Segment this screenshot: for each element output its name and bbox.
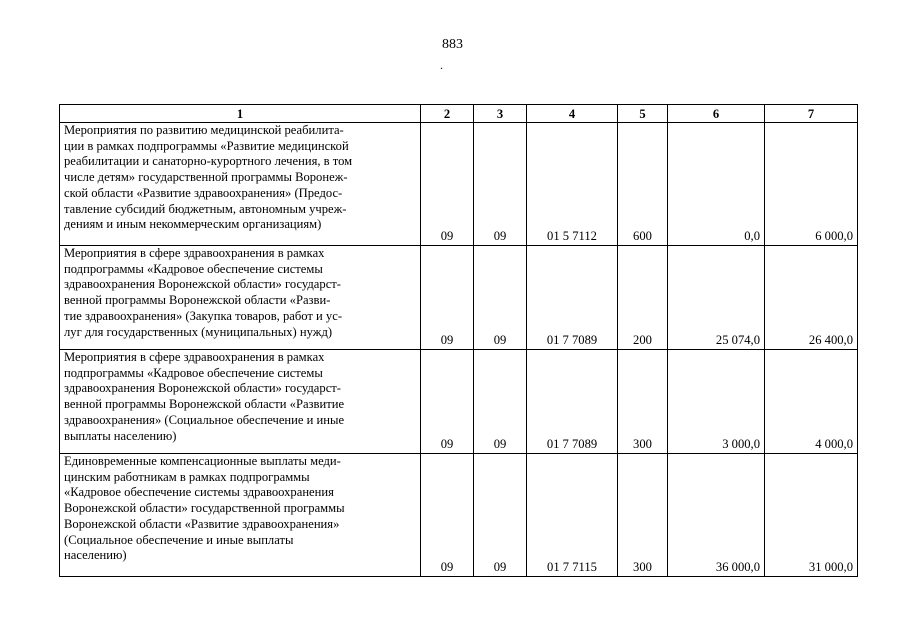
row-description bbox=[60, 350, 421, 454]
description-line: луг для государственных (муниципальных) нужд) bbox=[64, 324, 333, 339]
subsection-code: 09 bbox=[474, 454, 527, 577]
header-col-2: 2 bbox=[421, 105, 474, 123]
budget-table bbox=[59, 104, 858, 577]
table-row bbox=[60, 454, 858, 577]
header-col-5: 5 bbox=[618, 105, 668, 123]
description-line: подпрограммы «Кадровое обеспечение системы bbox=[64, 261, 323, 276]
amount-col-6: 0,0 bbox=[668, 123, 765, 246]
page-mark: . bbox=[440, 58, 443, 72]
amount-col-7: 31 000,0 bbox=[765, 454, 858, 577]
amount-col-6: 3 000,0 bbox=[668, 350, 765, 454]
header-col-6: 6 bbox=[668, 105, 765, 123]
subsection-code: 09 bbox=[474, 123, 527, 246]
description-line: выплаты населению) bbox=[64, 428, 177, 443]
expense-type-code: 300 bbox=[618, 350, 668, 454]
header-col-4: 4 bbox=[527, 105, 618, 123]
description-line: ции в рамках подпрограммы «Развитие медицинской bbox=[64, 138, 349, 153]
description-line: цинским работникам в рамках подпрограммы bbox=[64, 469, 310, 484]
description-line: дениям и иным некоммерческим организациям) bbox=[64, 217, 322, 232]
description-line: подпрограммы «Кадровое обеспечение системы bbox=[64, 365, 323, 380]
description-line: венной программы Воронежской области «Разви- bbox=[64, 293, 331, 308]
description-line: числе детям» государственной программы Воронеж- bbox=[64, 170, 348, 185]
description-line: ской области «Развитие здравоохранения» (Предос- bbox=[64, 185, 343, 200]
description-line: здравоохранения Воронежской области» государст- bbox=[64, 277, 341, 292]
description-line: венной программы Воронежской области «Развитие bbox=[64, 397, 345, 412]
table-row bbox=[60, 350, 858, 454]
description-line: (Социальное обеспечение и иные выплаты bbox=[64, 532, 294, 547]
header-col-7: 7 bbox=[765, 105, 858, 123]
description-line: Единовременные компенсационные выплаты меди- bbox=[64, 454, 341, 468]
amount-col-6: 36 000,0 bbox=[668, 454, 765, 577]
description-line: Мероприятия в сфере здравоохранения в рамках bbox=[64, 350, 325, 364]
amount-col-7: 4 000,0 bbox=[765, 350, 858, 454]
description-line: Воронежской области» государственной программы bbox=[64, 501, 345, 516]
expense-type-code: 300 bbox=[618, 454, 668, 577]
target-article-code: 01 7 7089 bbox=[527, 246, 618, 350]
description-line: Мероприятия по развитию медицинской реабилита- bbox=[64, 123, 344, 137]
amount-col-6: 25 074,0 bbox=[668, 246, 765, 350]
row-description bbox=[60, 246, 421, 350]
description-line: здравоохранения Воронежской области» государст- bbox=[64, 381, 341, 396]
expense-type-code: 200 bbox=[618, 246, 668, 350]
target-article-code: 01 7 7089 bbox=[527, 350, 618, 454]
subsection-code: 09 bbox=[474, 350, 527, 454]
section-code: 09 bbox=[421, 123, 474, 246]
description-line: реабилитации и санаторно-курортного лечения, в том bbox=[64, 154, 353, 169]
header-row bbox=[60, 105, 858, 123]
page-number: 883 bbox=[442, 37, 463, 52]
description-line: тие здравоохранения» (Закупка товаров, работ и ус- bbox=[64, 308, 343, 323]
subsection-code: 09 bbox=[474, 246, 527, 350]
expense-type-code: 600 bbox=[618, 123, 668, 246]
amount-col-7: 6 000,0 bbox=[765, 123, 858, 246]
target-article-code: 01 7 7115 bbox=[527, 454, 618, 577]
description-line: Воронежской области «Развитие здравоохранения» bbox=[64, 516, 340, 531]
description-line: «Кадровое обеспечение системы здравоохранения bbox=[64, 485, 334, 500]
section-code: 09 bbox=[421, 246, 474, 350]
table-row bbox=[60, 123, 858, 246]
section-code: 09 bbox=[421, 350, 474, 454]
description-line: тавление субсидий бюджетным, автономным учреж- bbox=[64, 201, 347, 216]
amount-col-7: 26 400,0 bbox=[765, 246, 858, 350]
description-line: здравоохранения» (Социальное обеспечение и иные bbox=[64, 412, 345, 427]
row-description bbox=[60, 123, 421, 246]
description-line: Мероприятия в сфере здравоохранения в рамках bbox=[64, 246, 325, 260]
header-col-3: 3 bbox=[474, 105, 527, 123]
row-description bbox=[60, 454, 421, 577]
section-code: 09 bbox=[421, 454, 474, 577]
table-row bbox=[60, 246, 858, 350]
target-article-code: 01 5 7112 bbox=[527, 123, 618, 246]
header-col-1: 1 bbox=[60, 105, 421, 123]
description-line: населению) bbox=[64, 548, 127, 563]
